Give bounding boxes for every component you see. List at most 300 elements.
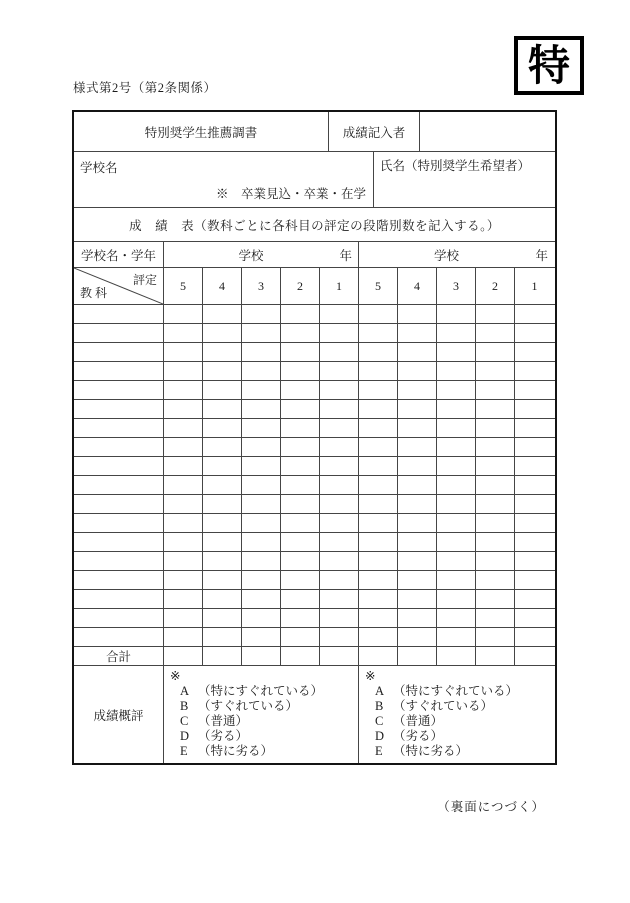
subject-name-cell	[74, 514, 164, 532]
score-cell	[476, 400, 515, 418]
recorder-label: 成績記入者	[329, 112, 420, 151]
score-cell	[203, 533, 242, 551]
grade-summary-row	[74, 666, 555, 763]
score-cell	[398, 552, 437, 570]
score-cell	[242, 457, 281, 475]
score-cell	[203, 552, 242, 570]
score-cell	[515, 495, 554, 513]
score-cell	[476, 590, 515, 608]
score-cell	[359, 362, 398, 380]
total-cell	[359, 647, 398, 665]
score-cell	[203, 514, 242, 532]
score-cell	[320, 495, 359, 513]
score-cell	[320, 305, 359, 323]
score-cell	[164, 552, 203, 570]
subject-name-cell	[74, 628, 164, 646]
grade-option-letter: B	[180, 699, 189, 713]
score-cell	[242, 609, 281, 627]
score-cell	[242, 571, 281, 589]
score-cell	[164, 533, 203, 551]
grade-option-letter: A	[180, 684, 190, 698]
score-row	[74, 381, 555, 400]
score-cell	[281, 324, 320, 342]
grade-scale-cell: 3	[437, 268, 476, 304]
score-cell	[242, 533, 281, 551]
score-cell	[164, 438, 203, 456]
grade-option-letter: D	[180, 729, 190, 743]
score-cell	[359, 305, 398, 323]
school-name-label: 学校名	[80, 161, 118, 175]
grade-option	[365, 714, 554, 729]
score-cell	[437, 381, 476, 399]
score-cell	[164, 514, 203, 532]
year-label-1: 年	[339, 248, 352, 263]
score-cell	[515, 419, 554, 437]
score-cell	[437, 419, 476, 437]
score-cell	[515, 381, 554, 399]
score-cell	[437, 571, 476, 589]
total-cell	[203, 647, 242, 665]
score-cell	[398, 324, 437, 342]
score-cell	[515, 552, 554, 570]
grade-option-letter: B	[375, 699, 384, 713]
score-cell	[398, 419, 437, 437]
score-cell	[281, 419, 320, 437]
score-cell	[476, 495, 515, 513]
score-cell	[203, 343, 242, 361]
score-cell	[164, 571, 203, 589]
score-cell	[476, 324, 515, 342]
score-cell	[476, 571, 515, 589]
subject-label: 教 科	[80, 286, 108, 300]
score-cell	[359, 343, 398, 361]
score-cell	[359, 324, 398, 342]
score-cell	[281, 590, 320, 608]
recorder-value-cell	[420, 112, 555, 151]
applicant-name-label: 氏名（特別奨学生希望者）	[380, 159, 531, 173]
grade-options-left	[164, 666, 359, 763]
grade-scale-row	[74, 268, 555, 305]
grade-option-desc: （特に劣る）	[393, 744, 469, 758]
score-cell	[398, 628, 437, 646]
score-cell	[242, 324, 281, 342]
grade-option	[170, 714, 358, 729]
score-cell	[437, 362, 476, 380]
score-cell	[437, 476, 476, 494]
score-cell	[242, 438, 281, 456]
score-cell	[476, 362, 515, 380]
school-group-1-header	[164, 242, 359, 267]
school-year-label: 学校名・学年	[74, 242, 164, 267]
score-cell	[398, 476, 437, 494]
score-cell	[437, 438, 476, 456]
score-cell	[320, 533, 359, 551]
score-cell	[398, 400, 437, 418]
score-cell	[359, 457, 398, 475]
total-cell	[242, 647, 281, 665]
score-cell	[476, 476, 515, 494]
score-cell	[242, 476, 281, 494]
score-cell	[398, 495, 437, 513]
score-cell	[242, 419, 281, 437]
total-cell	[320, 647, 359, 665]
score-cell	[320, 419, 359, 437]
grade-option-desc: （特に劣る）	[198, 744, 274, 758]
grade-option-letter: D	[375, 729, 385, 743]
score-cell	[437, 609, 476, 627]
score-cell	[437, 305, 476, 323]
score-cell	[242, 552, 281, 570]
grade-option	[365, 729, 554, 744]
enrollment-status-note: ※ 卒業見込・卒業・在学	[215, 187, 366, 201]
grade-option-letter: C	[180, 714, 189, 728]
score-cell	[476, 609, 515, 627]
score-cell	[359, 609, 398, 627]
score-row	[74, 324, 555, 343]
score-row	[74, 533, 555, 552]
total-cell	[281, 647, 320, 665]
grade-option-desc: （普通）	[198, 714, 249, 728]
score-cell	[398, 457, 437, 475]
score-row	[74, 609, 555, 628]
grade-scale-cell: 2	[281, 268, 320, 304]
score-cell	[476, 438, 515, 456]
score-cell	[359, 514, 398, 532]
score-cell	[359, 571, 398, 589]
subject-name-cell	[74, 438, 164, 456]
score-cell	[515, 571, 554, 589]
score-cell	[476, 381, 515, 399]
score-cell	[515, 362, 554, 380]
score-cell	[320, 552, 359, 570]
score-cell	[476, 533, 515, 551]
score-cell	[242, 343, 281, 361]
score-cell	[359, 533, 398, 551]
score-cell	[320, 438, 359, 456]
score-cell	[437, 343, 476, 361]
score-cell	[164, 343, 203, 361]
score-cell	[398, 571, 437, 589]
score-cell	[164, 305, 203, 323]
grade-option	[170, 684, 358, 699]
score-cell	[164, 495, 203, 513]
score-cell	[281, 571, 320, 589]
score-cell	[398, 533, 437, 551]
score-cell	[437, 324, 476, 342]
applicant-name-cell	[374, 152, 555, 207]
grade-option-desc: （劣る）	[198, 729, 249, 743]
subject-name-cell	[74, 609, 164, 627]
grade-option-letter: C	[375, 714, 384, 728]
score-row	[74, 571, 555, 590]
score-cell	[515, 476, 554, 494]
total-cell	[398, 647, 437, 665]
score-cell	[164, 590, 203, 608]
reference-mark: ※	[365, 669, 376, 683]
score-cell	[359, 552, 398, 570]
score-cell	[203, 400, 242, 418]
score-cell	[320, 400, 359, 418]
recommendation-form	[72, 110, 557, 765]
grade-option-desc: （普通）	[393, 714, 444, 728]
score-cell	[164, 609, 203, 627]
score-cell	[359, 590, 398, 608]
grade-option-desc: （すぐれている）	[198, 699, 299, 713]
score-cell	[164, 457, 203, 475]
total-label: 合計	[74, 647, 164, 665]
score-cell	[359, 628, 398, 646]
score-cell	[164, 419, 203, 437]
school-label-2: 学校	[433, 248, 459, 263]
score-cell	[203, 305, 242, 323]
score-cell	[359, 400, 398, 418]
score-cell	[515, 533, 554, 551]
score-cell	[398, 343, 437, 361]
subject-name-cell	[74, 552, 164, 570]
score-cell	[320, 514, 359, 532]
grade-option-letter: A	[375, 684, 385, 698]
score-cell	[242, 495, 281, 513]
grade-option	[170, 729, 358, 744]
score-cell	[398, 609, 437, 627]
score-row	[74, 628, 555, 647]
score-cell	[437, 552, 476, 570]
score-row	[74, 495, 555, 514]
score-cell	[242, 514, 281, 532]
rating-label: 評定	[132, 273, 157, 287]
score-cell	[203, 381, 242, 399]
score-cell	[320, 457, 359, 475]
grade-scale-cell: 4	[398, 268, 437, 304]
special-stamp-box: 特	[514, 36, 584, 95]
total-cell	[437, 647, 476, 665]
score-cell	[320, 343, 359, 361]
grade-option	[365, 699, 554, 714]
school-year-header-row	[74, 242, 555, 268]
score-cell	[320, 324, 359, 342]
score-cell	[320, 590, 359, 608]
score-cell	[437, 514, 476, 532]
score-cell	[281, 552, 320, 570]
grade-scale-cell: 4	[203, 268, 242, 304]
score-cell	[203, 476, 242, 494]
score-row	[74, 400, 555, 419]
footer-note: （裏面につづく）	[437, 800, 545, 814]
subject-name-cell	[74, 476, 164, 494]
score-cell	[437, 400, 476, 418]
grade-option	[365, 744, 554, 759]
score-cell	[203, 495, 242, 513]
score-cell	[164, 400, 203, 418]
school-label-1: 学校	[238, 248, 264, 263]
score-cell	[359, 495, 398, 513]
score-cell	[515, 438, 554, 456]
score-cell	[476, 343, 515, 361]
grade-option-desc: （特にすぐれている）	[198, 684, 324, 698]
score-cell	[476, 552, 515, 570]
subject-name-cell	[74, 533, 164, 551]
score-cell	[242, 628, 281, 646]
score-cell	[437, 628, 476, 646]
score-cell	[359, 419, 398, 437]
score-cell	[476, 419, 515, 437]
subject-name-cell	[74, 305, 164, 323]
score-cell	[515, 609, 554, 627]
score-cell	[281, 343, 320, 361]
score-cell	[320, 609, 359, 627]
score-cell	[281, 362, 320, 380]
grade-scale-cell: 5	[359, 268, 398, 304]
score-row	[74, 438, 555, 457]
grade-option-desc: （すぐれている）	[393, 699, 494, 713]
score-cell	[203, 457, 242, 475]
subject-name-cell	[74, 590, 164, 608]
score-cell	[476, 514, 515, 532]
score-cell	[359, 438, 398, 456]
score-cell	[320, 362, 359, 380]
grade-scale-cell: 1	[531, 278, 538, 293]
score-cell	[203, 590, 242, 608]
total-cell	[164, 647, 203, 665]
form-title: 特別奨学生推薦調書	[74, 112, 329, 151]
grade-option-desc: （劣る）	[393, 729, 444, 743]
score-cell	[203, 571, 242, 589]
school-name-row	[74, 152, 555, 208]
score-cell	[476, 457, 515, 475]
subject-name-cell	[74, 495, 164, 513]
score-cell	[515, 590, 554, 608]
score-row	[74, 343, 555, 362]
score-cell	[398, 305, 437, 323]
total-cell	[515, 647, 554, 665]
score-cell	[476, 305, 515, 323]
score-cell	[437, 533, 476, 551]
score-cell	[203, 324, 242, 342]
school-name-cell	[74, 152, 374, 207]
score-cell	[281, 533, 320, 551]
score-cell	[242, 381, 281, 399]
score-cell	[398, 514, 437, 532]
grade-option-desc: （特にすぐれている）	[393, 684, 519, 698]
score-cell	[515, 343, 554, 361]
form-number: 様式第2号（第2条関係）	[73, 81, 217, 95]
score-cell	[437, 495, 476, 513]
subject-name-cell	[74, 400, 164, 418]
score-cell	[437, 590, 476, 608]
score-row	[74, 476, 555, 495]
score-row	[74, 419, 555, 438]
score-cell	[242, 305, 281, 323]
score-cell	[515, 628, 554, 646]
score-cell	[281, 514, 320, 532]
score-cell	[164, 476, 203, 494]
total-cell	[476, 647, 515, 665]
grade-option-letter: E	[180, 744, 188, 758]
subject-name-cell	[74, 571, 164, 589]
score-cell	[320, 381, 359, 399]
reference-mark: ※	[170, 669, 181, 683]
grade-scale-cell: 3	[242, 268, 281, 304]
score-cell	[242, 590, 281, 608]
score-row	[74, 590, 555, 609]
score-row	[74, 514, 555, 533]
score-cell	[398, 381, 437, 399]
school-group-2-header	[359, 242, 554, 267]
score-cell	[281, 457, 320, 475]
score-cell	[320, 571, 359, 589]
total-row	[74, 647, 555, 666]
subject-name-cell	[74, 362, 164, 380]
score-cell	[515, 457, 554, 475]
grade-options-right	[359, 666, 554, 763]
score-cell	[203, 419, 242, 437]
score-row	[74, 362, 555, 381]
score-cell	[203, 362, 242, 380]
score-cell	[164, 362, 203, 380]
score-cell	[281, 305, 320, 323]
subject-name-cell	[74, 343, 164, 361]
score-row	[74, 552, 555, 571]
score-cell	[398, 590, 437, 608]
score-cell	[242, 362, 281, 380]
score-cell	[203, 609, 242, 627]
score-cell	[476, 628, 515, 646]
form-header-row	[74, 112, 555, 152]
score-cell	[281, 381, 320, 399]
grade-option	[170, 744, 358, 759]
score-cell	[203, 628, 242, 646]
subject-name-cell	[74, 419, 164, 437]
score-cell	[203, 438, 242, 456]
grade-summary-label: 成績概評	[74, 666, 164, 763]
score-cell	[515, 514, 554, 532]
score-cell	[164, 381, 203, 399]
score-cell	[359, 381, 398, 399]
score-cell	[437, 457, 476, 475]
score-cell	[398, 362, 437, 380]
grade-scale-cell: 1	[320, 268, 359, 304]
grade-option	[365, 684, 554, 699]
score-cell	[164, 324, 203, 342]
score-table-title: 成 績 表（教科ごとに各科目の評定の段階別数を記入する。）	[74, 208, 555, 242]
score-cell	[515, 400, 554, 418]
score-row	[74, 305, 555, 324]
score-cell	[320, 628, 359, 646]
subject-name-cell	[74, 457, 164, 475]
subject-name-cell	[74, 381, 164, 399]
score-cell	[320, 476, 359, 494]
score-cell	[359, 476, 398, 494]
score-cell	[281, 495, 320, 513]
grade-scale-cell: 2	[476, 268, 515, 304]
grade-option-letter: E	[375, 744, 383, 758]
subject-name-cell	[74, 324, 164, 342]
grade-scale-cell: 5	[164, 268, 203, 304]
score-cell	[281, 438, 320, 456]
rating-subject-header	[74, 268, 164, 304]
score-cell	[281, 628, 320, 646]
score-cell	[281, 476, 320, 494]
score-cell	[515, 305, 554, 323]
score-row	[74, 457, 555, 476]
score-cell	[164, 628, 203, 646]
score-cell	[242, 400, 281, 418]
score-cell	[281, 609, 320, 627]
score-cell	[398, 438, 437, 456]
year-label-2: 年	[535, 248, 548, 263]
score-cell	[515, 324, 554, 342]
grade-option	[170, 699, 358, 714]
